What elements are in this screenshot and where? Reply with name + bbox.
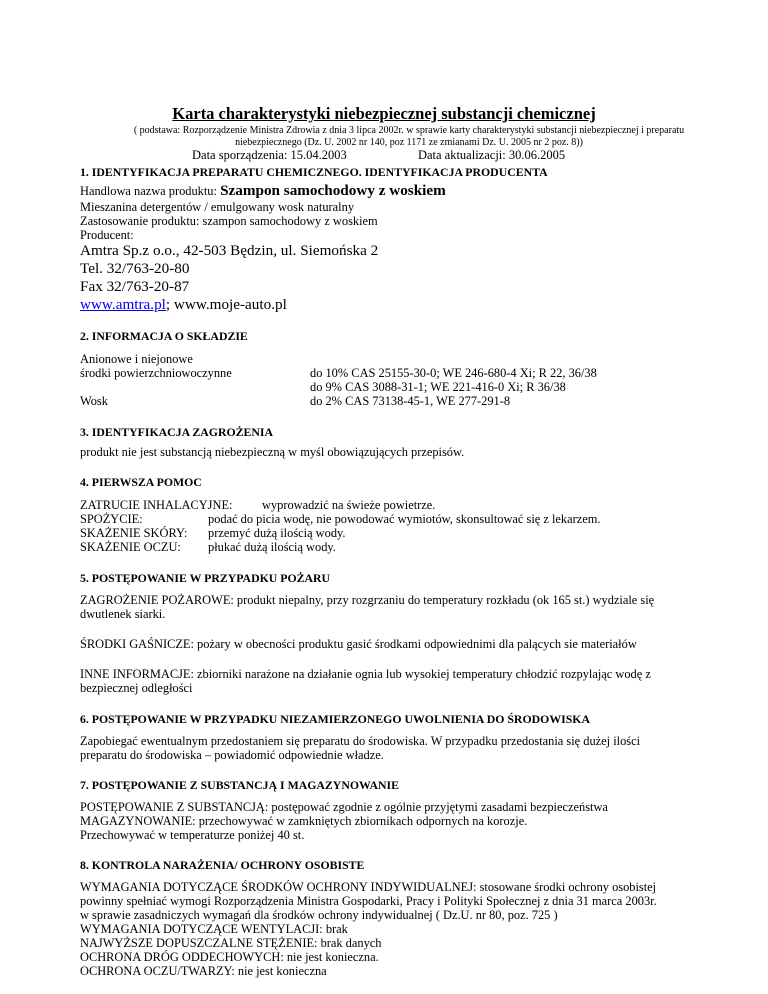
protection-line: WYMAGANIA DOTYCZĄCE WENTYLACJI: brak: [80, 922, 348, 936]
section-3-heading: 3. IDENTYFIKACJA ZAGROŻENIA: [80, 425, 274, 439]
legal-basis: [110, 125, 708, 149]
section-7-heading: 7. POSTĘPOWANIE Z SUBSTANCJĄ I MAGAZYNOWANIE: [80, 778, 399, 792]
protection-line: OCHRONA OCZU/TWARZY: nie jest konieczna: [80, 964, 327, 978]
composition-value: do 9% CAS 3088-31-1; WE 221-416-0 Xi; R 36/38: [310, 380, 566, 394]
trade-name-label: Handlowa nazwa produktu:: [80, 184, 217, 198]
first-aid-value: podać do picia wodę, nie powodować wymiotów, skonsultować się z lekarzem.: [208, 512, 601, 526]
section-4-heading: 4. PIERWSZA POMOC: [80, 475, 202, 489]
date-prepared: Data sporządzenia: 15.04.2003: [192, 148, 347, 162]
storage-line: MAGAZYNOWANIE: przechowywać w zamkniętych zbiornikach odpornych na korozje.: [80, 814, 528, 828]
first-aid-value: płukać dużą ilością wody.: [208, 540, 336, 554]
date-updated: Data aktualizacji: 30.06.2005: [417, 148, 566, 162]
release-line: Zapobiegać ewentualnym przedostaniem się preparatu do środowiska. W przypadku przedostania się dużej ilości: [80, 734, 641, 748]
use-line: Zastosowanie produktu: szampon samochodowy z woskiem: [80, 214, 378, 228]
producer-phone: Tel. 32/763-20-80: [80, 260, 190, 277]
first-aid-key: SPOŻYCIE:: [80, 512, 143, 526]
first-aid-row: [80, 498, 435, 513]
producer-websites: [80, 296, 287, 314]
legal-basis-line: niebezpiecznego (Dz. U. 2002 nr 140, poz 1171 ze zmianami Dz. U. 2005 nr 2 poz. 8)): [235, 137, 583, 148]
composition-row: [80, 366, 597, 381]
hazard-text: produkt nie jest substancją niebezpieczną w myśl obowiązujących przepisów.: [80, 445, 465, 459]
section-5-heading: 5. POSTĘPOWANIE W PRZYPADKU POŻARU: [80, 571, 331, 585]
protection-line: powinny spełniać wymogi Rozporządzenia Ministra Gospodarki, Pracy i Polityki Społecznej z dnia 31 marca 2003r.: [80, 894, 657, 908]
legal-basis-line: ( podstawa: Rozporządzenie Ministra Zdrowia z dnia 3 lipca 2002r. w sprawie karty charakterystyki substancji niebezpiecznej i preparatu: [133, 125, 685, 136]
trade-name-line: [80, 182, 446, 200]
website-secondary: ; www.moje-auto.pl: [165, 296, 287, 313]
storage-temp-line: Przechowywać w temperaturze poniżej 40 st.: [80, 828, 305, 842]
first-aid-row: [80, 540, 336, 555]
producer-address: Amtra Sp.z o.o., 42-503 Będzin, ul. Siemońska 2: [80, 242, 379, 259]
section-1-heading: 1. IDENTYFIKACJA PREPARATU CHEMICZNEGO. IDENTYFIKACJA PRODUCENTA: [80, 165, 548, 179]
composition-name: Wosk: [80, 394, 108, 408]
composition-name: Anionowe i niejonowe: [80, 352, 193, 366]
trade-name: Szampon samochodowy z woskiem: [220, 182, 446, 199]
website-link[interactable]: www.amtra.pl: [80, 296, 166, 313]
first-aid-row: [80, 512, 601, 527]
section-8-heading: 8. KONTROLA NARAŻENIA/ OCHRONY OSOBISTE: [80, 858, 365, 872]
protection-line: WYMAGANIA DOTYCZĄCE ŚRODKÓW OCHRONY INDYWIDUALNEJ: stosowane środki ochrony osobistej: [80, 880, 657, 894]
dates-row: [192, 148, 565, 163]
first-aid-key: SKAŻENIE SKÓRY:: [80, 526, 188, 540]
handling-line: POSTĘPOWANIE Z SUBSTANCJĄ: postępować zgodnie z ogólnie przyjętymi zasadami bezpieczeństwa: [80, 800, 608, 814]
document-title: Karta charakterystyki niebezpiecznej substancji chemicznej: [172, 104, 596, 123]
section-6-heading: 6. POSTĘPOWANIE W PRZYPADKU NIEZAMIERZONEGO UWOLNIENIA DO ŚRODOWISKA: [80, 712, 590, 726]
composition-value: do 2% CAS 73138-45-1, WE 277-291-8: [310, 394, 511, 408]
first-aid-value: wyprowadzić na świeże powietrze.: [262, 498, 436, 512]
composition-row: [80, 352, 310, 367]
other-info-line: bezpiecznej odległości: [80, 681, 193, 695]
protection-line: OCHRONA DRÓG ODDECHOWYCH: nie jest konieczna.: [80, 950, 379, 964]
producer-label: Producent:: [80, 228, 134, 242]
composition-name: środki powierzchniowoczynne: [80, 366, 232, 380]
other-info-line: INNE INFORMACJE: zbiorniki narażone na działanie ognia lub wysokiej temperatury chłodzić rozpylając wodę z: [80, 667, 651, 681]
composition-row: [80, 380, 566, 395]
first-aid-value: przemyć dużą ilością wody.: [208, 526, 346, 540]
composition-row: [80, 394, 510, 409]
protection-line: NAJWYŻSZE DOPUSZCZALNE STĘŻENIE: brak danych: [80, 936, 382, 950]
first-aid-row: [80, 526, 346, 541]
first-aid-key: ZATRUCIE INHALACYJNE:: [80, 498, 233, 512]
release-line: preparatu do środowiska – powiadomić odpowiednie władze.: [80, 748, 384, 762]
composition-value: do 10% CAS 25155-30-0; WE 246-680-4 Xi; R 22, 36/38: [310, 366, 597, 380]
first-aid-key: SKAŻENIE OCZU:: [80, 540, 181, 554]
fire-hazard-line: ZAGROŻENIE POŻAROWE: produkt niepalny, przy rozgrzaniu do temperatury rozkładu (ok 165 st.) wydziale się: [80, 593, 655, 607]
section-2-heading: 2. INFORMACJA O SKŁADZIE: [80, 329, 248, 343]
fire-hazard-line: dwutlenek siarki.: [80, 607, 166, 621]
extinguishing-media: ŚRODKI GAŚNICZE: pożary w obecności produktu gasić środkami odpowiednimi dla palących sie materiałów: [80, 637, 637, 651]
mixture-line: Mieszanina detergentów / emulgowany wosk naturalny: [80, 200, 355, 214]
producer-fax: Fax 32/763-20-87: [80, 278, 190, 295]
protection-line: w sprawie zasadniczych wymagań dla środków ochrony indywidualnej ( Dz.U. nr 80, poz. 725 ): [80, 908, 558, 922]
